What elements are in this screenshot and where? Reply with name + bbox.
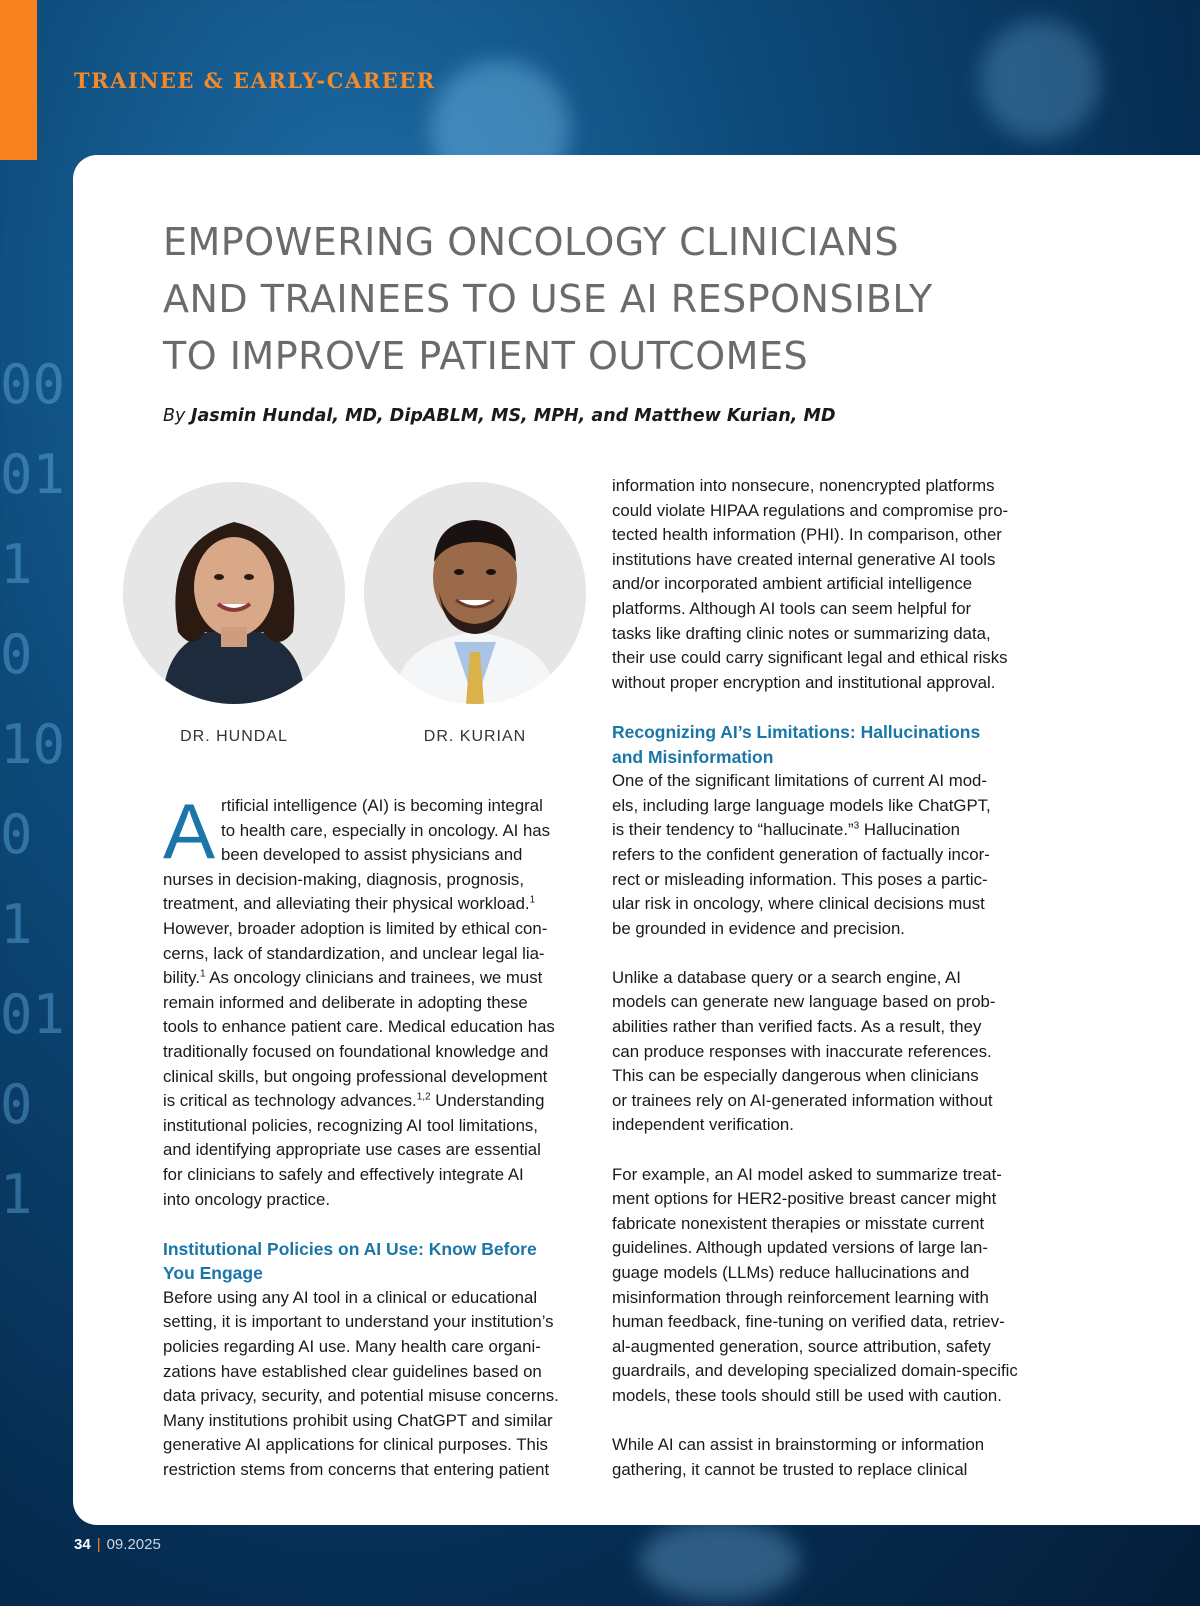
text-line: ular risk in oncology, where clinical decisions must	[612, 894, 985, 914]
citation-superscript: 1	[200, 968, 206, 980]
text-line: bility.	[163, 968, 200, 988]
text-line: traditionally focused on foundational knowledge and	[163, 1041, 549, 1061]
text-line: platforms. Although AI tools can seem helpful for	[612, 598, 972, 618]
issue-date: 09.2025	[106, 1536, 161, 1553]
text-line: misinformation through reinforcement learning with	[612, 1287, 989, 1307]
page-footer	[74, 1536, 161, 1553]
text-line: refers to the confident generation of factually incor-	[612, 844, 990, 864]
text-line: Hallucination	[859, 820, 960, 840]
text-line: Unlike a database query or a search engine, AI	[612, 967, 961, 987]
heading-line: You Engage	[163, 1263, 263, 1284]
text-line: can produce responses with inaccurate references.	[612, 1041, 992, 1061]
text-line: Understanding	[430, 1091, 545, 1111]
text-line: without proper encryption and institutional approval.	[612, 672, 996, 692]
text-line: remain informed and deliberate in adopting these	[163, 992, 528, 1012]
text-line: els, including large language models like ChatGPT,	[612, 795, 991, 815]
text-line: While AI can assist in brainstorming or information	[612, 1435, 985, 1455]
intro-paragraph	[163, 787, 593, 1212]
text-line: treatment, and alleviating their physical workload.	[163, 894, 530, 914]
citation-superscript: 1,2	[416, 1091, 431, 1103]
title-line: EMPOWERING ONCOLOGY CLINICIANS	[163, 220, 899, 264]
background-glow	[640, 1520, 800, 1600]
example-paragraph	[612, 1163, 1042, 1409]
text-line: rect or misleading information. This poses a partic-	[612, 869, 988, 889]
text-line: could violate HIPAA regulations and compromise pro-	[612, 500, 1009, 520]
text-line: tasks like drafting clinic notes or summarizing data,	[612, 623, 991, 643]
brainstorming-paragraph	[612, 1433, 1042, 1482]
photo-caption-hundal: DR. HUNDAL	[180, 728, 288, 745]
text-line: for clinicians to safely and effectively integrate AI	[163, 1164, 524, 1184]
portrait-woman-image	[123, 482, 345, 704]
citation-superscript: 3	[853, 820, 860, 832]
text-line: or trainees rely on AI-generated information without	[612, 1090, 993, 1110]
text-line: institutions have created internal generative AI tools	[612, 549, 996, 569]
text-line: is their tendency to “hallucinate.”	[612, 820, 854, 840]
heading-line: and Misinformation	[612, 746, 774, 767]
text-line: nurses in decision-making, diagnosis, prognosis,	[163, 869, 524, 889]
text-line: guage models (LLMs) reduce hallucinations and	[612, 1263, 970, 1282]
text-line: generative AI applications for clinical purposes. This	[163, 1435, 548, 1455]
text-line: be grounded in evidence and precision.	[612, 918, 905, 938]
continued-paragraph	[612, 474, 1042, 695]
text-line: rtificial intelligence (AI) is becoming integral	[221, 796, 543, 815]
text-line: tools to enhance patient care. Medical education has	[163, 1017, 555, 1037]
heading-line: Recognizing AI’s Limitations: Hallucinations	[612, 721, 981, 742]
text-line: Many institutions prohibit using ChatGPT and similar	[163, 1410, 553, 1430]
text-line: human feedback, fine-tuning on verified data, retriev-	[612, 1312, 1005, 1332]
text-line: independent verification.	[612, 1115, 794, 1135]
byline-authors: Jasmin Hundal, MD, DipABLM, MS, MPH, and Matthew Kurian, MD	[190, 406, 836, 426]
section-label: TRAINEE & EARLY-CAREER	[74, 68, 436, 93]
article-title	[163, 214, 983, 385]
text-line: been developed to assist physicians and	[221, 845, 523, 865]
byline	[163, 406, 836, 426]
text-line: and identifying appropriate use cases are essential	[163, 1140, 541, 1160]
text-line: guardrails, and developing specialized domain-specific	[612, 1361, 1018, 1381]
text-line: This can be especially dangerous when clinicians	[612, 1066, 979, 1086]
text-line: tected health information (PHI). In comparison, other	[612, 525, 1002, 545]
text-line: gathering, it cannot be trusted to replace clinical	[612, 1459, 968, 1479]
photo-caption-kurian: DR. KURIAN	[423, 728, 527, 745]
section-heading-ai-limitations	[612, 720, 1042, 769]
footer-separator: |	[96, 1536, 101, 1553]
policy-paragraph	[163, 1286, 593, 1483]
hallucination-paragraph	[612, 769, 1042, 941]
background-glow	[980, 20, 1100, 140]
byline-by: By	[163, 406, 186, 426]
text-line: Before using any AI tool in a clinical or educational	[163, 1287, 538, 1307]
text-line: into oncology practice.	[163, 1189, 330, 1209]
text-line: zations have established clear guidelines based on	[163, 1361, 542, 1381]
citation-superscript: 1	[529, 894, 536, 906]
article-column-right	[612, 474, 1042, 1482]
text-line: cerns, lack of standardization, and unclear legal lia-	[163, 943, 545, 963]
title-line: TO IMPROVE PATIENT OUTCOMES	[163, 334, 809, 378]
database-comparison-paragraph	[612, 966, 1042, 1138]
author-photo-hundal	[123, 482, 345, 704]
section-heading-institutional-policies	[163, 1237, 593, 1286]
text-line: is critical as technology advances.	[163, 1091, 417, 1111]
text-line: guidelines. Although updated versions of large lan-	[612, 1238, 988, 1258]
text-line: their use could carry significant legal and ethical risks	[612, 648, 1008, 668]
text-line: ment options for HER2-positive breast cancer might	[612, 1189, 997, 1209]
text-line: data privacy, security, and potential misuse concerns.	[163, 1386, 559, 1406]
article-column-left	[163, 787, 593, 1483]
drop-cap: A	[163, 787, 216, 875]
text-line: fabricate nonexistent therapies or misstate current	[612, 1213, 985, 1233]
author-photo-kurian	[364, 482, 586, 704]
text-line: institutional policies, recognizing AI tool limitations,	[163, 1115, 538, 1135]
page-number: 34	[74, 1536, 91, 1553]
text-line: One of the significant limitations of current AI mod-	[612, 771, 987, 791]
text-line: clinical skills, but ongoing professional development	[163, 1066, 548, 1086]
text-line: setting, it is important to understand your institution’s	[163, 1312, 554, 1332]
text-line: information into nonsecure, nonencrypted platforms	[612, 476, 995, 495]
text-line: However, broader adoption is limited by ethical con-	[163, 918, 548, 938]
text-line: policies regarding AI use. Many health care organi-	[163, 1337, 541, 1357]
section-tab-accent	[0, 0, 37, 160]
text-line: and/or incorporated ambient artificial intelligence	[612, 574, 973, 594]
background-binary-digits: 00 01 1 0 10 0 1 01 0 1	[0, 353, 66, 1226]
text-line: For example, an AI model asked to summarize treat-	[612, 1164, 1002, 1184]
text-line: models can generate new language based on prob-	[612, 992, 996, 1012]
text-line: to health care, especially in oncology. AI has	[221, 820, 551, 840]
text-line: models, these tools should still be used with caution.	[612, 1385, 1002, 1405]
text-line: al-augmented generation, source attribution, safety	[612, 1336, 991, 1356]
text-line: restriction stems from concerns that entering patient	[163, 1460, 550, 1480]
portrait-man-image	[364, 482, 586, 704]
title-line: AND TRAINEES TO USE AI RESPONSIBLY	[163, 277, 933, 321]
heading-line: Institutional Policies on AI Use: Know Before	[163, 1238, 537, 1259]
text-line: abilities rather than verified facts. As a result, they	[612, 1017, 982, 1037]
text-line: As oncology clinicians and trainees, we must	[205, 968, 543, 988]
